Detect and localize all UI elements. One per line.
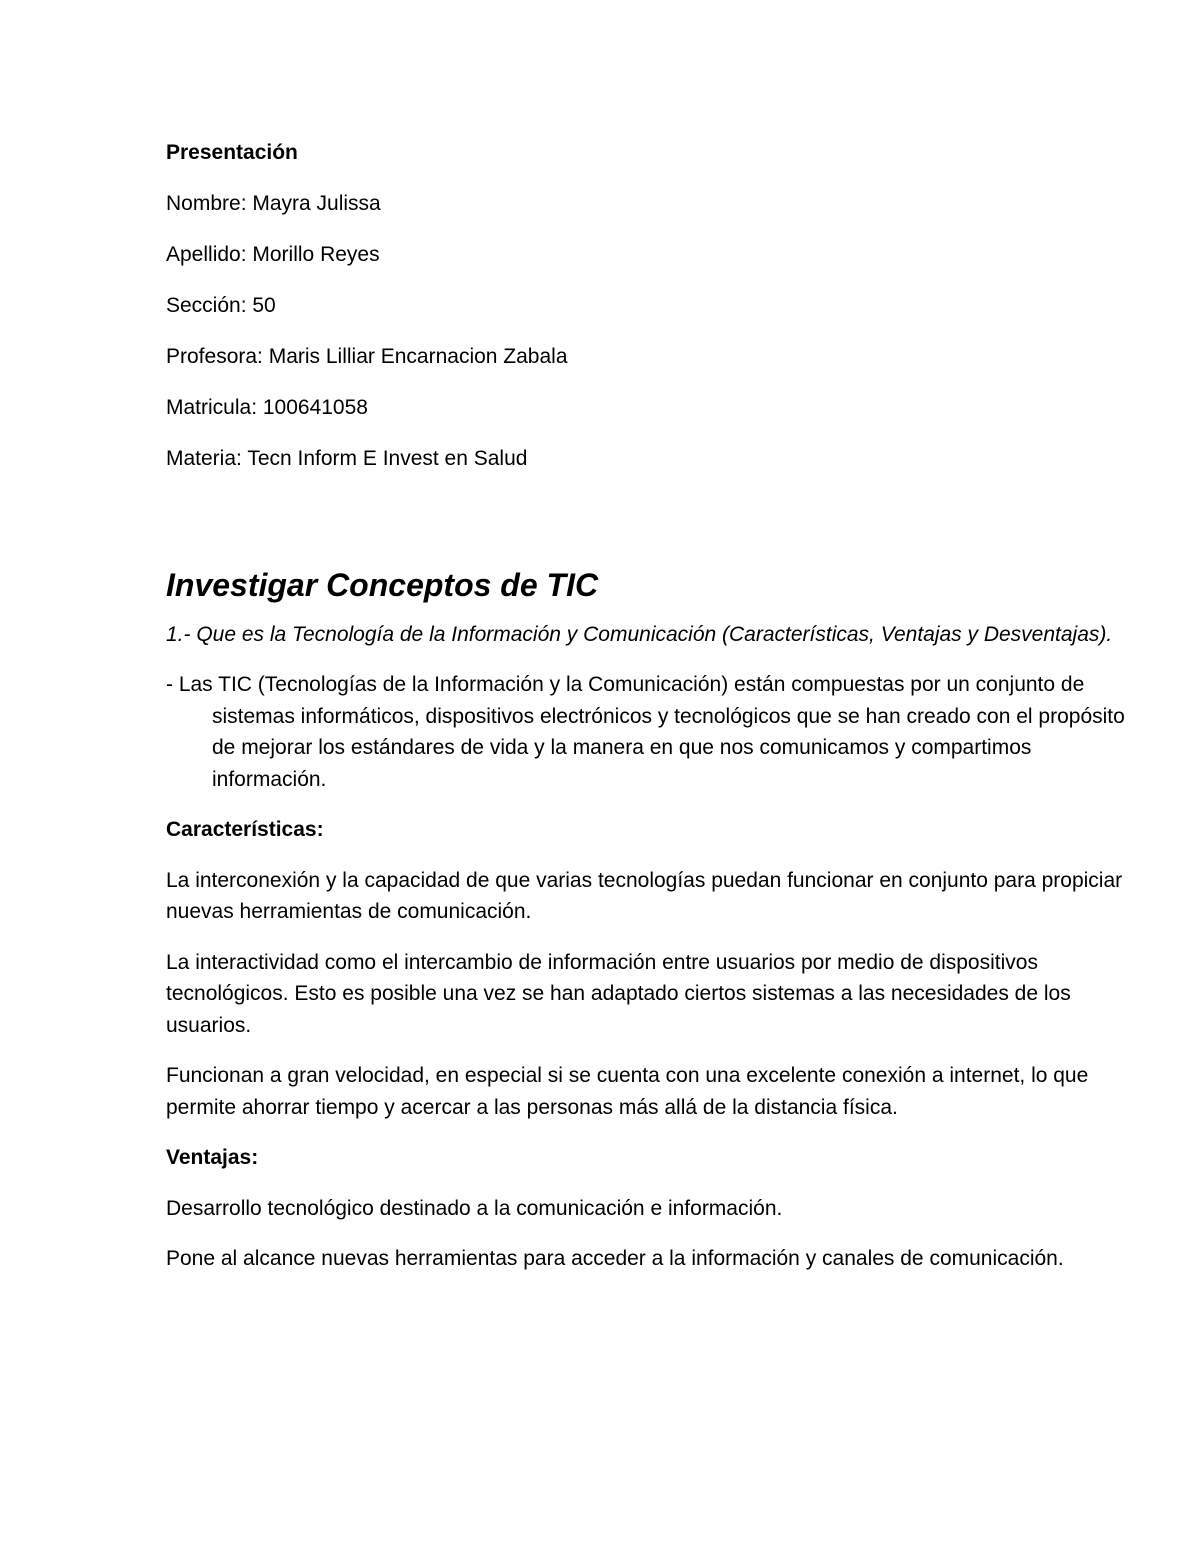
caracteristica-item: La interconexión y la capacidad de que varias tecnologías puedan funcionar en conjunto para propiciar nuevas herramientas de comunicación.: [166, 868, 1123, 923]
ventajas-heading: Ventajas:: [166, 1146, 259, 1169]
caracteristica-item: La interactividad como el intercambio de información entre usuarios por medio de dispositivos tecnológicos. Esto es posible una vez se han adaptado ciertos sistemas a las necesidades de los usuarios.: [166, 950, 1071, 1037]
presentation-heading: Presentación: [166, 141, 298, 164]
question-text: 1.- Que es la Tecnología de la Información y Comunicación (Características, Ventajas y Desventajas).: [166, 622, 1113, 646]
section-title: Investigar Conceptos de TIC: [166, 566, 599, 603]
answer-text: - Las TIC (Tecnologías de la Información y la Comunicación) están compuestas por un conjunto de sistemas informáticos, dispositivos electrónicos y tecnológicos que se han creado con el propósito de mejorar los estándares de vida y la manera en que nos comunicamos y compartimos información.: [166, 673, 1125, 791]
caracteristica-item: Funcionan a gran velocidad, en especial si se cuenta con una excelente conexión a internet, lo que permite ahorrar tiempo y acercar a las personas más allá de la distancia física.: [166, 1064, 1089, 1119]
info-materia: Materia: Tecn Inform E Invest en Salud: [166, 447, 528, 470]
info-seccion: Sección: 50: [166, 294, 276, 317]
info-profesora: Profesora: Maris Lilliar Encarnacion Zabala: [166, 345, 568, 368]
ventaja-item: Desarrollo tecnológico destinado a la comunicación e información.: [166, 1196, 783, 1220]
info-matricula: Matricula: 100641058: [166, 396, 368, 419]
ventaja-item: Pone al alcance nuevas herramientas para acceder a la información y canales de comunicación.: [166, 1247, 1064, 1270]
info-nombre: Nombre: Mayra Julissa: [166, 192, 381, 215]
document-page: [166, 137, 1126, 1294]
caracteristicas-heading: Características:: [166, 818, 324, 841]
info-apellido: Apellido: Morillo Reyes: [166, 243, 380, 266]
